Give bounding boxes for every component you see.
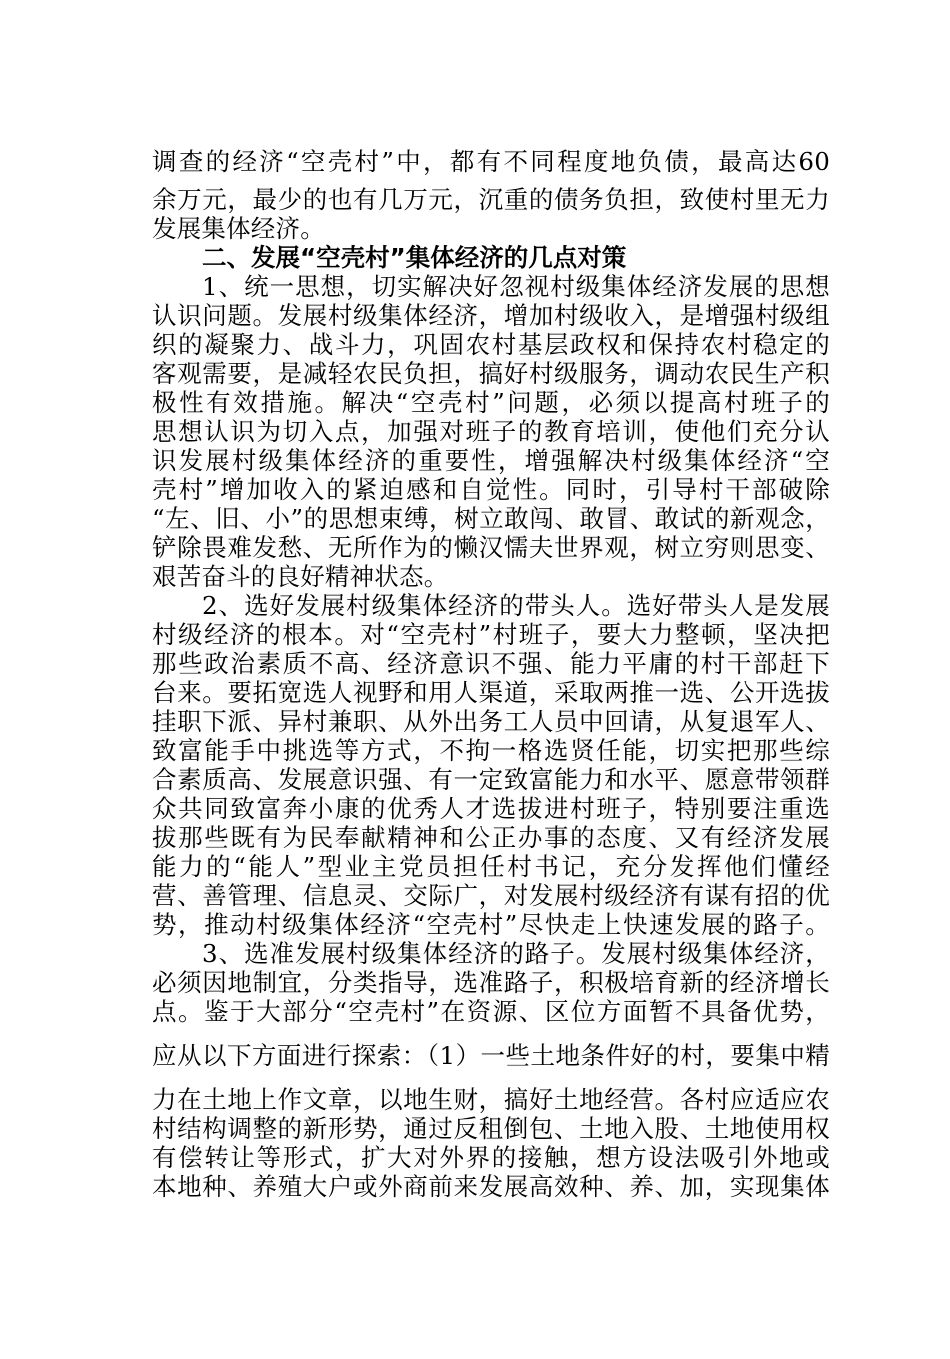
body-text-line: 那些政治素质不高、经济意识不强、能力平庸的村干部赶下 (152, 649, 830, 678)
body-text-line: 致富能手中挑选等方式，不拘一格选贤任能，切实把那些综 (152, 736, 830, 765)
body-text-line: 应从以下方面进行探索：（1）一些土地条件好的村，要集中精 (152, 1041, 830, 1070)
body-text-line: 极性有效措施。解决“空壳村”问题，必须以提高村班子的 (152, 388, 830, 417)
body-text-line: 铲除畏难发愁、无所作为的懒汉懦夫世界观，树立穷则思变、 (152, 533, 830, 562)
body-text-line: 有偿转让等形式，扩大对外界的接触，想方设法吸引外地或 (152, 1143, 830, 1172)
body-text-line: 壳村”增加收入的紧迫感和自觉性。同时，引导村干部破除 (152, 475, 830, 504)
body-text-line: 点。鉴于大部分“空壳村”在资源、区位方面暂不具备优势， (152, 997, 830, 1026)
body-text-line: 众共同致富奔小康的优秀人才选拔进村班子，特别要注重选 (152, 794, 830, 823)
body-text-line: 村级经济的根本。对“空壳村”村班子，要大力整顿，坚决把 (152, 620, 830, 649)
body-text-line: 认识问题。发展村级集体经济，增加村级收入，是增强村级组 (152, 301, 830, 330)
body-text-line: 本地种、养殖大户或外商前来发展高效种、养、加，实现集体 (152, 1172, 830, 1201)
section-heading: 二、发展“空壳村”集体经济的几点对策 (202, 243, 627, 272)
body-text-line: 必须因地制宜，分类指导，选准路子，积极培育新的经济增长 (152, 968, 830, 997)
body-text-line: 调查的经济“空壳村”中，都有不同程度地负债，最高达60 (152, 147, 830, 176)
body-text-line: 村结构调整的新形势，通过反租倒包、土地入股、土地使用权 (152, 1114, 830, 1143)
body-text-line: 台来。要拓宽选人视野和用人渠道，采取两推一选、公开选拔 (152, 678, 830, 707)
body-text-line: 合素质高、发展意识强、有一定致富能力和水平、愿意带领群 (152, 765, 830, 794)
body-text-line: 客观需要，是减轻农民负担，搞好村级服务，调动农民生产积 (152, 359, 830, 388)
body-text-line: 发展集体经济。 (152, 214, 325, 243)
body-text-line: 余万元，最少的也有几万元，沉重的债务负担，致使村里无力 (152, 185, 830, 214)
body-text-line: 艰苦奋斗的良好精神状态。 (152, 562, 449, 591)
body-text-line: 3、选准发展村级集体经济的路子。发展村级集体经济， (202, 939, 830, 968)
body-text-line: 能力的“能人”型业主党员担任村书记，充分发挥他们懂经 (152, 852, 830, 881)
body-text-line: 力在土地上作文章，以地生财，搞好土地经营。各村应适应农 (152, 1085, 830, 1114)
body-text-line: 拔那些既有为民奉献精神和公正办事的态度、又有经济发展 (152, 823, 830, 852)
body-text-line: “左、旧、小”的思想束缚，树立敢闯、敢冒、敢试的新观念， (152, 504, 830, 533)
body-text-line: 2、选好发展村级集体经济的带头人。选好带头人是发展 (202, 591, 830, 620)
body-text-line: 挂职下派、异村兼职、从外出务工人员中回请，从复退军人、 (152, 707, 830, 736)
body-text-line: 势，推动村级集体经济“空壳村”尽快走上快速发展的路子。 (152, 910, 830, 939)
body-text-line: 思想认识为切入点，加强对班子的教育培训，使他们充分认 (152, 417, 830, 446)
body-text-line: 1、统一思想，切实解决好忽视村级集体经济发展的思想 (202, 272, 830, 301)
body-text-line: 织的凝聚力、战斗力，巩固农村基层政权和保持农村稳定的 (152, 330, 830, 359)
body-text-line: 识发展村级集体经济的重要性，增强解决村级集体经济“空 (152, 446, 830, 475)
body-text-line: 营、善管理、信息灵、交际广，对发展村级经济有谋有招的优 (152, 881, 830, 910)
